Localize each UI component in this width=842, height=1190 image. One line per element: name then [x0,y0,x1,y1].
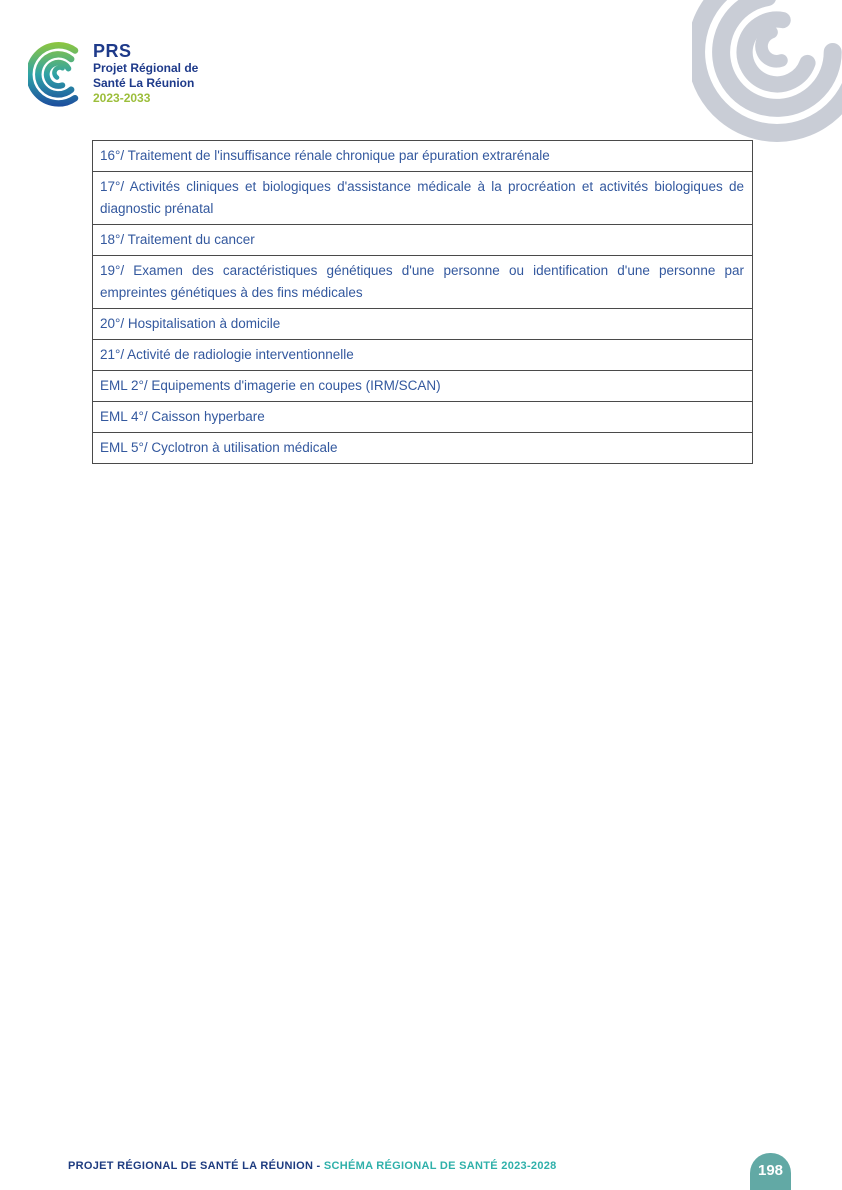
prs-arcs-icon [28,33,90,117]
table-cell: 21°/ Activité de radiologie interventionnelle [93,340,753,371]
table-row [93,402,753,433]
table-cell: EML 5°/ Cyclotron à utilisation médicale [93,433,753,464]
activities-table-body [93,141,753,464]
activities-table [92,140,753,464]
table-row [93,340,753,371]
table-cell: EML 4°/ Caisson hyperbare [93,402,753,433]
table-cell: 18°/ Traitement du cancer [93,225,753,256]
prs-logo [28,33,198,117]
table-row [93,371,753,402]
table-row [93,141,753,172]
logo-acronym: PRS [93,41,132,61]
prs-logo-text [93,33,198,106]
logo-subtitle-line2: Santé La Réunion [93,76,195,90]
table-row [93,433,753,464]
table-cell: 16°/ Traitement de l'insuffisance rénale chronique par épuration extrarénale [93,141,753,172]
table-cell: 19°/ Examen des caractéristiques génétiques d'une personne ou identification d'une personne par empreintes génétiques à des fins médicales [93,256,753,309]
page-number: 198 [757,1162,784,1179]
footer-title-teal: SCHÉMA RÉGIONAL DE SANTÉ 2023-2028 [323,1160,557,1172]
footer-title-navy: PROJET RÉGIONAL DE SANTÉ LA RÉUNION - [68,1160,324,1172]
table-row [93,309,753,340]
table-row [93,256,753,309]
footer [68,1160,557,1172]
logo-subtitle-line1: Projet Régional de [93,61,199,75]
page-number-badge [750,1153,791,1190]
table-row [93,172,753,225]
table-cell: 17°/ Activités cliniques et biologiques d'assistance médicale à la procréation et activités biologiques de diagnostic prénatal [93,172,753,225]
table-row [93,225,753,256]
table-cell: EML 2°/ Equipements d'imagerie en coupes (IRM/SCAN) [93,371,753,402]
logo-years: 2023-2033 [93,91,151,105]
table-cell: 20°/ Hospitalisation à domicile [93,309,753,340]
